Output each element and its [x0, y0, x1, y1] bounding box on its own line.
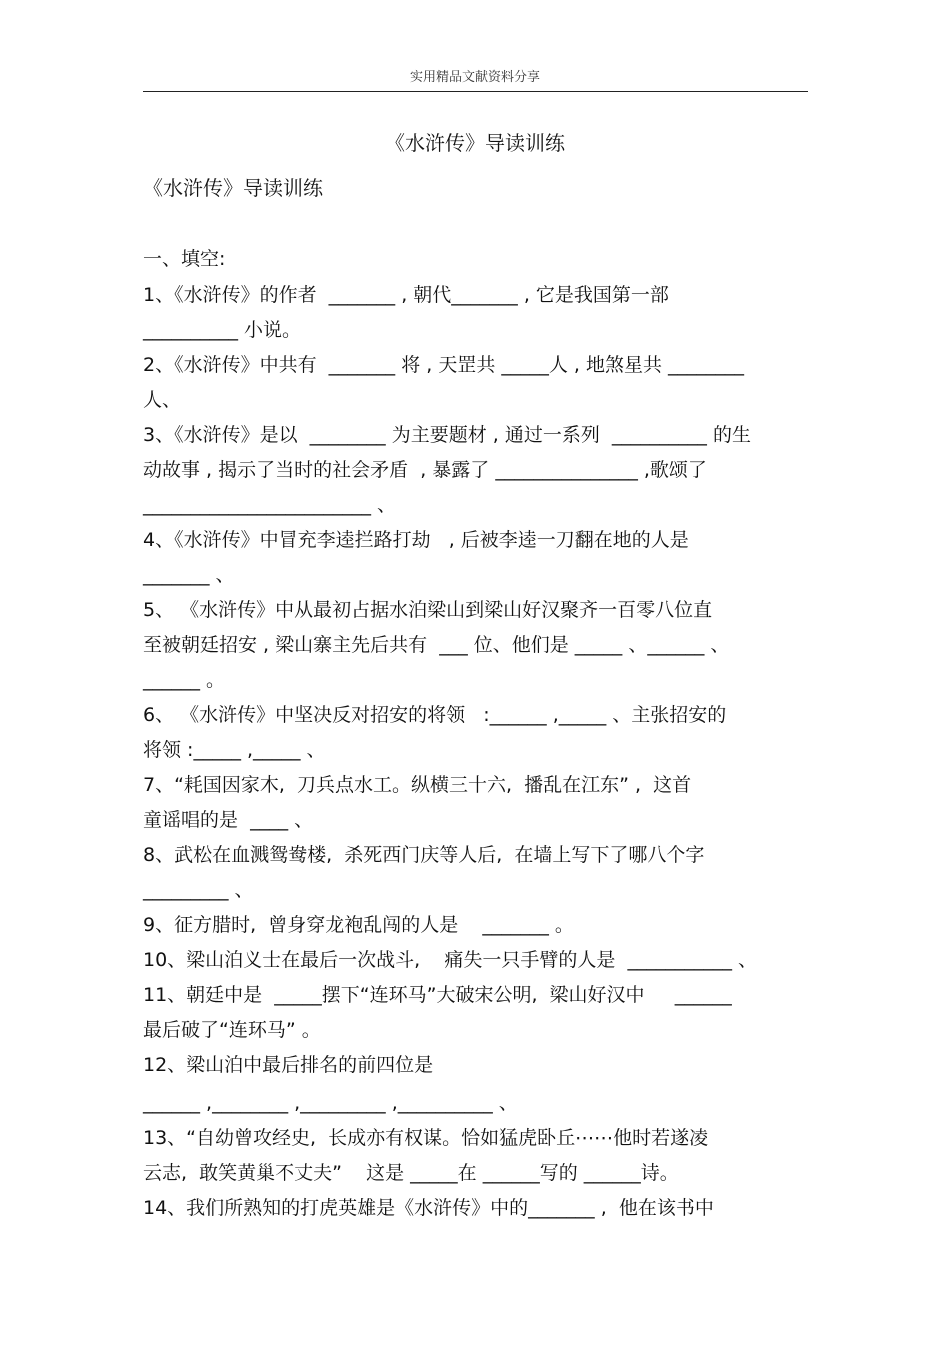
question-line: 12、梁山泊中最后排名的前四位是 [143, 1054, 434, 1076]
question-line: 4、《水浒传》中冒充李逵拦路打劫 , 后被李逵一刀翻在地的人是 [143, 529, 689, 551]
question-line: 云志, 敢笑黄巢不丈夫” 这是 _____在 ______写的 ______诗。 [143, 1162, 679, 1184]
question-line: 14、我们所熟知的打虎英雄是《水浒传》中的_______ , 他在该书中 [143, 1197, 714, 1219]
question-line: 7、“耗国因家木, 刀兵点水工。纵横三十六, 播乱在江东” , 这首 [143, 774, 692, 796]
question-line: 人、 [143, 389, 182, 411]
question-line: 2、《水浒传》中共有 _______ 将 , 天罡共 _____人 , 地煞星共 ________ [143, 354, 745, 376]
question-line: _________ 、 [143, 879, 254, 901]
question-line: ________________________ 、 [143, 494, 397, 516]
question-line: 将领 :_____ ,_____ 、 [143, 739, 326, 761]
question-line: __________ 小说。 [143, 319, 302, 341]
header-text: 实用精品文献资料分享 [409, 70, 540, 85]
question-line: 3、《水浒传》是以 ________ 为主要题材 , 通过一系列 __________ 的生 [143, 424, 751, 446]
question-line: 13、“自幼曾攻经史, 长成亦有权谋。恰如猛虎卧丘⋯⋯他时若遂凌 [143, 1127, 709, 1149]
question-line: 9、征方腊时, 曾身穿龙袍乱闯的人是 _______ 。 [143, 914, 574, 936]
question-line: ______ 。 [143, 669, 226, 691]
question-line: 童谣唱的是 ____ 、 [143, 809, 314, 831]
section-heading: 一、填空: [143, 248, 226, 270]
question-line: 最后破了“连环马” 。 [143, 1019, 321, 1041]
question-line: 11、朝廷中是 _____摆下“连环马”大破宋公明, 梁山好汉中 ______ [143, 984, 732, 1006]
document-title: 《水浒传》导读训练 [385, 131, 565, 155]
document-subtitle: 《水浒传》导读训练 [143, 176, 323, 200]
question-line: 8、武松在血溅鸳鸯楼, 杀死西门庆等人后, 在墙上写下了哪八个字 [143, 844, 705, 866]
header-divider [143, 91, 808, 92]
question-line: 6、 《水浒传》中坚决反对招安的将领 :______ ,_____ 、主张招安的 [143, 704, 727, 726]
question-line: 5、 《水浒传》中从最初占据水泊梁山到梁山好汉聚齐一百零八位直 [143, 599, 713, 621]
question-line: _______ 、 [143, 564, 235, 586]
question-line: 至被朝廷招安 , 梁山寨主先后共有 ___ 位、他们是 _____ 、______ 、 [143, 634, 730, 656]
question-line: 1、《水浒传》的作者 _______ , 朝代_______ , 它是我国第一部 [143, 284, 669, 306]
question-line: ______ ,________ ,_________ ,__________ 、 [143, 1092, 518, 1114]
question-line: 动故事 , 揭示了当时的社会矛盾 , 暴露了 _______________ ,歌颂了 [143, 459, 707, 481]
question-line: 10、梁山泊义士在最后一次战斗, 痛失一只手臂的人是 ___________ 、 [143, 949, 757, 971]
